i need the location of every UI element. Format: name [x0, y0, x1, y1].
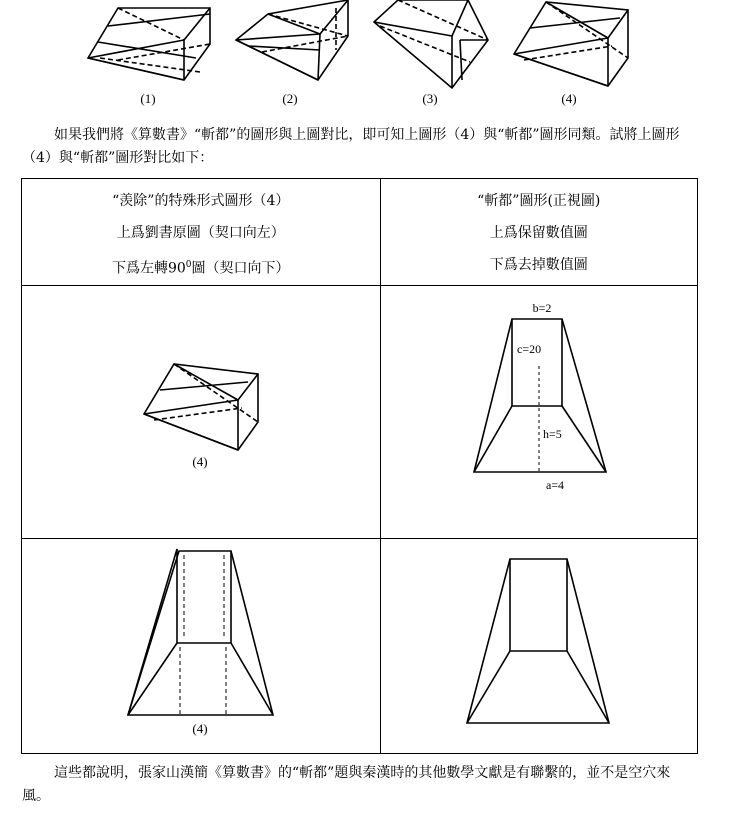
left-top-figure	[22, 286, 380, 538]
left-bottom-figure-label: (4)	[192, 720, 208, 736]
figure-2	[236, 0, 348, 80]
top-figures	[0, 0, 738, 112]
label-h: h=5	[542, 426, 562, 441]
right-header-line-3: 下爲去掉數值圖	[489, 257, 588, 273]
label-c: c=20	[516, 341, 541, 356]
table-row-top-figures	[22, 285, 698, 538]
figure-4	[514, 2, 628, 86]
figure-3	[374, 0, 488, 88]
left-top-figure-label: (4)	[192, 453, 208, 469]
left-header-line-2: 上爲劉書原圖（契口向左）	[116, 225, 285, 241]
left-bottom-figure	[22, 539, 380, 753]
right-top-figure-cell	[380, 285, 697, 538]
table-header-row	[22, 179, 698, 286]
right-bottom-figure-cell	[380, 538, 697, 753]
label-a: a=4	[545, 477, 564, 492]
right-header-line-2: 上爲保留數值圖	[489, 225, 588, 241]
figure-2-label: (2)	[282, 91, 298, 106]
comparison-table	[21, 178, 698, 754]
left-header-line-1: “羡除”的特殊形式圖形（4）	[112, 193, 290, 209]
right-top-figure	[381, 286, 698, 538]
left-header-line-3: 下爲左轉$90^0$圖（契口向下）	[111, 260, 290, 277]
figure-1	[88, 8, 210, 80]
left-bottom-figure-cell	[22, 538, 381, 753]
right-header-line-1: “斬都”圖形(正視圖)	[477, 193, 601, 209]
intro-paragraph: 如果我們將《算數書》“斬都”的圖形與上圖對比，即可知上圖形（4）與“斬都”圖形同類。試將上圖形（4）與“斬都”圖形對比如下：	[22, 127, 680, 166]
left-header-cell	[22, 179, 381, 286]
right-header-cell	[380, 179, 697, 286]
figure-1-label: (1)	[140, 91, 156, 106]
figure-3-label: (3)	[422, 91, 438, 106]
label-b: b=2	[532, 300, 551, 315]
table-row-bottom-figures	[22, 538, 698, 753]
right-bottom-figure	[381, 539, 698, 753]
figure-4-label: (4)	[561, 91, 577, 106]
conclusion-paragraph: 這些都說明，張家山漢簡《算數書》的“斬都”題與秦漢時的其他數學文獻是有聯繫的，並不是空穴來風。	[22, 765, 671, 804]
left-top-figure-cell	[22, 285, 381, 538]
